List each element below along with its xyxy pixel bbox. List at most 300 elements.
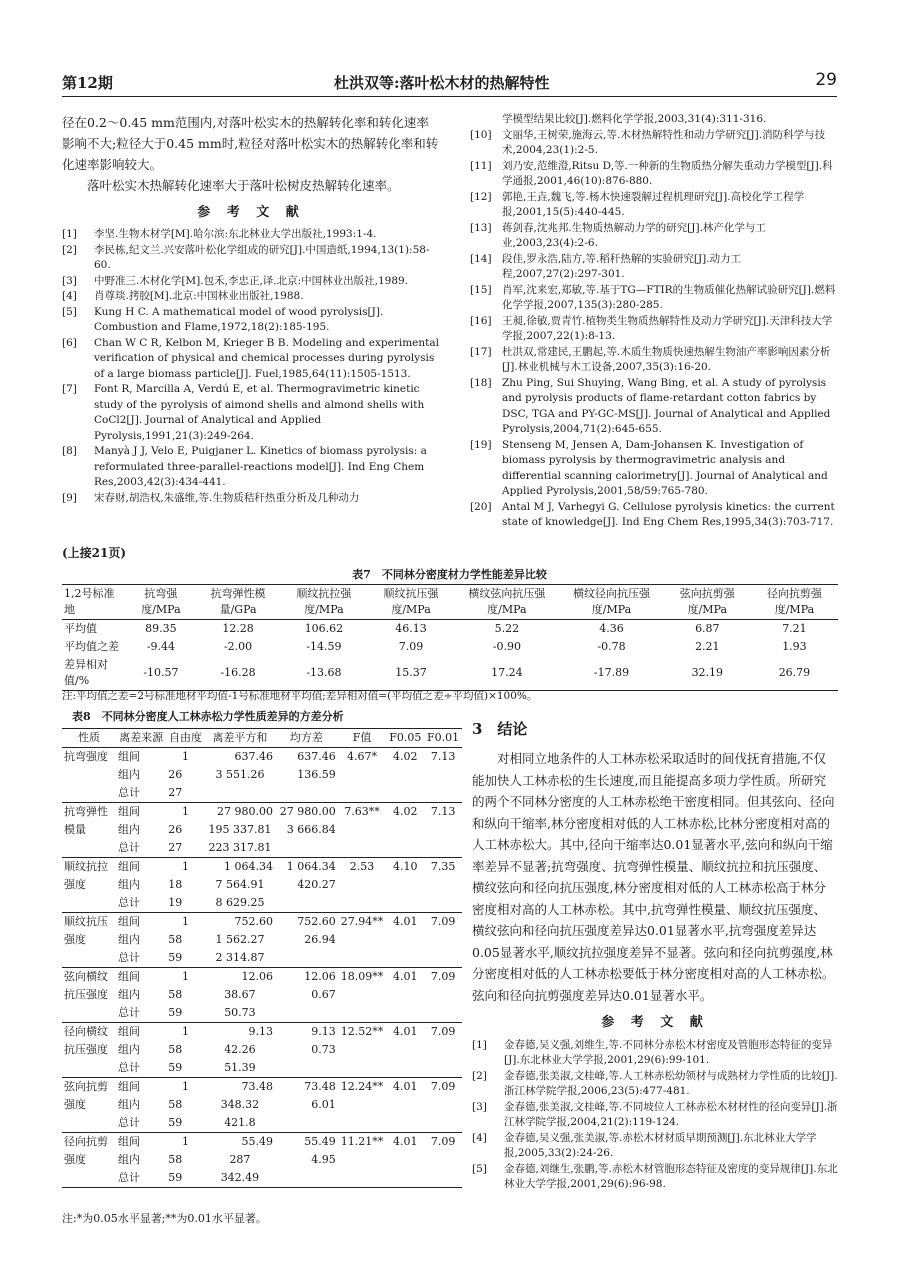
- reference-item: [470, 159, 838, 190]
- table-cell: 7.13: [430, 805, 456, 818]
- table-row: [62, 656, 838, 691]
- table-cell: [205, 784, 275, 803]
- table-cell: 1: [182, 1025, 190, 1038]
- reference-item: [62, 305, 440, 336]
- table-cell: [338, 876, 387, 894]
- table-cell: 组内: [118, 988, 140, 1001]
- table-cell: 27: [168, 786, 183, 799]
- table-cell: [386, 931, 424, 949]
- table-cell: 0.73: [311, 1043, 336, 1056]
- table-cell: 4.01: [393, 970, 418, 983]
- references-heading: 参 考 文 献: [197, 205, 305, 220]
- table-cell: [424, 1151, 462, 1169]
- table-row: [62, 839, 462, 858]
- reference-number: [18]: [470, 376, 492, 389]
- table-header-cell: 离差平方和: [212, 731, 268, 744]
- table-cell: 58: [168, 1153, 183, 1166]
- reference-number: [3]: [472, 1100, 487, 1113]
- reference-item: [472, 1069, 838, 1100]
- table-cell: [275, 784, 338, 803]
- table-row: [62, 858, 462, 877]
- table-cell: [386, 876, 424, 894]
- table-header-cell: F0.05: [389, 731, 422, 744]
- reference-number: [4]: [472, 1131, 487, 1144]
- table-cell: 1: [182, 750, 190, 763]
- table-cell: 26: [168, 823, 183, 836]
- table-cell: 42.26: [224, 1043, 256, 1056]
- table-cell: [338, 949, 387, 968]
- reference-number: [7]: [62, 383, 77, 395]
- table-cell: [424, 949, 462, 968]
- table-cell: 1: [182, 805, 190, 818]
- table7-note: 注:平均值之差=2号标准地材平均值-1号标准地材平均值;差异相对值=(平均值之差÷平均值)×100%。: [62, 690, 538, 702]
- reference-number: [12]: [470, 190, 492, 203]
- reference-number: [5]: [62, 305, 77, 318]
- table-cell: [386, 1114, 424, 1133]
- table-cell: 组间: [118, 805, 140, 818]
- table-cell: 1 562.27: [215, 933, 265, 946]
- reference-number: [5]: [472, 1162, 487, 1175]
- reference-item: [472, 1100, 838, 1131]
- reference-list: [470, 112, 838, 531]
- table-cell: 6.01: [311, 1098, 336, 1111]
- table-row: [62, 986, 462, 1004]
- table-cell: -0.90: [492, 640, 521, 653]
- table-header-cell: 径向抗剪强度/MPa: [766, 587, 822, 616]
- right-column: [470, 112, 838, 531]
- conclusion-paragraph: 对相同立地条件的人工林赤松采取适时的间伐抚育措施,不仅能加快人工林赤松的生长速度,而且能提高多项力学性质。所研究的两个不同林分密度的人工林赤松绝干密度相同。但其弦向、径向和纵向干缩率,林分密度相对低的人工林赤松,比林分密度相对高的人工林赤松大。其中,径向干缩率达0.01显著水平,弦向和纵向干缩率差异不显著;抗弯强度、抗弯弹性模量、顺纹抗拉和抗压强度、横纹弦向和径向抗压强度,林分密度相对低的人工林赤松高于林分密度相对高的人工林赤松。其中,抗弯弹性模量、顺纹抗压强度、横纹弦向和径向抗压强度差异达0.01显著水平,抗弯强度差异达0.05显著水平,顺纹抗拉强度差异不显著。弦向和径向抗剪强度,林分密度相对低的人工林赤松要低于林分密度相对高的人工林赤松。弦向和径向抗剪强度差异达0.01显著水平。: [472, 751, 835, 1003]
- table-cell: 差异相对值/%: [64, 658, 108, 687]
- table-row: [62, 968, 462, 987]
- reference-text: 李坚.生物木材学[M].哈尔滨:东北林业大学出版社,1993:1-4.: [94, 228, 377, 240]
- table-cell: 组间: [118, 915, 140, 928]
- table-cell: [275, 1004, 338, 1023]
- table-cell: [386, 821, 424, 839]
- table-cell: [338, 766, 387, 784]
- reference-item: [470, 314, 838, 345]
- table-cell: 组间: [118, 970, 140, 983]
- table-cell: 4.95: [311, 1153, 336, 1166]
- table-cell: [386, 839, 424, 858]
- reference-text: 学模型结果比较[J].燃料化学学报,2003,31(4):311-316.: [502, 113, 767, 125]
- reference-list: [62, 227, 440, 506]
- reference-item: [470, 345, 838, 376]
- table-cell: [338, 894, 387, 913]
- table-cell: 51.39: [224, 1061, 256, 1074]
- table-cell: 1: [182, 1135, 190, 1148]
- table-cell: 38.67: [224, 988, 256, 1001]
- table-cell: 7.09: [398, 640, 424, 653]
- table-row: [62, 748, 462, 767]
- reference-number: [10]: [470, 128, 492, 141]
- reference-text: 肖尊琰.拷胶[M].北京:中国林业出版社,1988.: [94, 290, 304, 302]
- reference-list: [472, 1038, 838, 1193]
- table-cell: [338, 1096, 387, 1114]
- reference-number: [1]: [62, 228, 77, 240]
- table-cell: 2.21: [695, 640, 720, 653]
- table-cell: [386, 1041, 424, 1059]
- table-cell: [424, 839, 462, 858]
- table-cell: [424, 766, 462, 784]
- table-cell: 58: [168, 933, 183, 946]
- table-cell: 4.01: [393, 1135, 418, 1148]
- table-row: [62, 949, 462, 968]
- table-cell: [275, 1169, 338, 1188]
- table-cell: 5.22: [494, 622, 520, 635]
- reference-text: 肖军,沈来宏,郑敏,等.基于TG—FTIR的生物质催化热解试验研究[J].燃料化学学报,2007,135(3):280-285.: [502, 283, 836, 311]
- table-cell: 12.24**: [340, 1080, 384, 1093]
- table-row: [62, 620, 838, 639]
- table-row: [62, 1151, 462, 1169]
- property-cell: 抗弯强度: [64, 750, 108, 763]
- table-cell: [424, 1169, 462, 1188]
- body-paragraph: 落叶松实木热解转化速率大于落叶松树皮热解转化速率。: [87, 178, 400, 193]
- table-cell: 7.09: [430, 1080, 456, 1093]
- reference-item: [472, 1038, 838, 1069]
- table-cell: [424, 1041, 462, 1059]
- table-cell: 9.13: [311, 1025, 336, 1038]
- table-cell: 637.46: [297, 750, 336, 763]
- table-cell: [424, 821, 462, 839]
- table-cell: 9.13: [248, 1025, 273, 1038]
- running-header: [62, 72, 837, 94]
- reference-item: [470, 438, 838, 500]
- reference-item: [62, 289, 440, 305]
- table-cell: 15.37: [395, 666, 427, 679]
- table-cell: 4.02: [393, 750, 418, 763]
- property-cell: 顺纹抗拉强度: [64, 860, 108, 891]
- table-row: [62, 894, 462, 913]
- table-cell: 59: [168, 1116, 183, 1129]
- table-cell: 1.93: [782, 640, 807, 653]
- table-header-cell: 离差来源: [119, 731, 164, 744]
- table-cell: 4.01: [393, 1025, 418, 1038]
- table-row: [62, 1078, 462, 1097]
- table-cell: [424, 986, 462, 1004]
- reference-number: [3]: [62, 274, 77, 287]
- table-cell: 组内: [118, 768, 140, 781]
- table-cell: 73.48: [304, 1080, 336, 1093]
- reference-item: [62, 274, 440, 290]
- table-row: [62, 638, 838, 656]
- table-cell: [338, 784, 387, 803]
- table-cell: 106.62: [304, 622, 344, 635]
- reference-number: [2]: [62, 243, 77, 256]
- reference-item: [62, 227, 440, 243]
- table-cell: -10.57: [143, 666, 179, 679]
- table-cell: 组内: [118, 1098, 140, 1111]
- property-cell: 径向抗剪强度: [64, 1135, 108, 1166]
- property-cell: 弦向横纹抗压强度: [64, 970, 108, 1001]
- table-cell: 7 564.91: [215, 878, 265, 891]
- table-cell: 195 337.81: [208, 823, 272, 836]
- table-cell: 18: [168, 878, 183, 891]
- table-cell: 46.13: [395, 622, 427, 635]
- property-cell: 抗弯弹性模量: [64, 805, 108, 836]
- table-header-cell: F值: [352, 731, 372, 744]
- reference-text: 金春德,张美淑,文桂峰,等.不同坡位人工林赤松木材材性的径向变异[J].浙江林学院学报,2004,21(2):119-124.: [504, 1100, 838, 1128]
- table-cell: [424, 894, 462, 913]
- table-cell: 1 064.34: [286, 860, 336, 873]
- table-cell: [275, 839, 338, 858]
- property-cell: 顺纹抗压强度: [64, 915, 108, 946]
- page-number: 29: [815, 70, 837, 90]
- table-cell: [275, 949, 338, 968]
- table8-note: 注:*为0.05水平显著;**为0.01水平显著。: [62, 1212, 267, 1225]
- table-cell: 7.09: [430, 915, 456, 928]
- reference-text: 刘乃安,范维澄,Ritsu D,等.一种新的生物质热分解失重动力学模型[J].科学通报,2001,46(10):876-880.: [502, 159, 833, 187]
- reference-text: Kung H C. A mathematical model of wood pyrolysis[J]. Combustion and Flame,1972,18(2):185-195.: [94, 305, 384, 333]
- left-column: [62, 112, 440, 506]
- table-cell: 27 980.00: [279, 805, 336, 818]
- table-cell: 26.79: [778, 666, 811, 679]
- reference-number: [15]: [470, 283, 492, 296]
- reference-item: [472, 1131, 838, 1162]
- table-header-cell: 弦向抗剪强度/MPa: [679, 587, 735, 616]
- reference-text: 金春德,张美淑,文桂峰,等.人工林赤松幼领材与成熟材力学性质的比较[J].浙江林学院学报,2006,23(5):477-481.: [504, 1069, 838, 1097]
- table-cell: -16.28: [220, 666, 256, 679]
- table-row: [62, 821, 462, 839]
- table-cell: [386, 1096, 424, 1114]
- table-cell: -9.44: [146, 640, 176, 653]
- reference-text: 王昶,徐敏,贾青竹.植物类生物质热解特性及动力学研究[J].天津科技大学学报,2007,22(1):8-13.: [502, 314, 833, 342]
- table-cell: 27 980.00: [217, 805, 273, 818]
- reference-text: 金春德,吴义强,刘维生,等.不同林分赤松木材密度及管胞形态特征的变异[J].东北林业大学学报,2001,29(6):99-101.: [504, 1038, 833, 1066]
- table-cell: [424, 876, 462, 894]
- table-row: [62, 931, 462, 949]
- reference-number: [470, 112, 502, 128]
- table-cell: 总计: [118, 1006, 140, 1019]
- table-row: [62, 1133, 462, 1152]
- reference-item: [470, 190, 838, 221]
- reference-number: [6]: [62, 336, 77, 349]
- table-cell: 3 551.26: [215, 768, 265, 781]
- table-cell: 组间: [118, 1135, 140, 1148]
- table-cell: 1: [182, 860, 190, 873]
- table-row: [62, 1004, 462, 1023]
- table-cell: [338, 1151, 387, 1169]
- reference-text: 李民栋,纪文兰.兴安落叶松化学组成的研究[J].中国造纸,1994,13(1):58-60.: [94, 243, 430, 271]
- reference-number: [1]: [472, 1038, 487, 1051]
- body-paragraph: 径在0.2～0.45 mm范围内,对落叶松实木的热解转化率和转化速率影响不大;粒径大于0.45 mm时,粒径对落叶松实木的热解转化率和转化速率影响较大。: [62, 115, 439, 172]
- table-cell: 752.60: [297, 915, 336, 928]
- table-cell: 342.49: [220, 1171, 260, 1184]
- table-cell: 27.94**: [340, 915, 384, 928]
- table-cell: 组间: [118, 860, 140, 873]
- table-cell: 1: [182, 915, 190, 928]
- table-cell: 26: [168, 768, 183, 781]
- reference-text: 杜洪双,常建民,王鹏起,等.木质生物质快速热解生物油产率影响因素分析[J].林业机械与木工设备,2007,35(3):16-20.: [502, 345, 831, 373]
- table-row: [62, 803, 462, 822]
- table-row: [62, 876, 462, 894]
- reference-text: 金春德,刘继生,张鹏,等.赤松木材管胞形态特征及密度的变异规律[J].东北林业大学学报,2001,29(6):96-98.: [504, 1162, 838, 1190]
- table-cell: 32.19: [691, 666, 724, 679]
- table-cell: 421.8: [224, 1116, 256, 1129]
- table-cell: 27: [168, 841, 183, 854]
- table-cell: 组内: [118, 878, 140, 891]
- table-header-cell: 抗弯弹性模量/GPa: [210, 587, 266, 616]
- table-cell: 4.36: [599, 622, 624, 635]
- table-cell: [386, 986, 424, 1004]
- table-cell: 2.53: [349, 860, 375, 873]
- reference-item: [470, 252, 838, 283]
- table8: [62, 728, 462, 1188]
- table-cell: 总计: [118, 951, 140, 964]
- table-cell: 223 317.81: [208, 841, 272, 854]
- table-cell: 7.13: [430, 750, 456, 763]
- table-cell: 58: [168, 1098, 183, 1111]
- reference-number: [4]: [62, 290, 77, 302]
- table-cell: 2 314.87: [215, 951, 265, 964]
- table-cell: 18.09**: [340, 970, 384, 983]
- table-cell: 1: [182, 1080, 190, 1093]
- reference-item: [62, 336, 440, 383]
- table-cell: 420.27: [297, 878, 336, 891]
- reference-text: 金春德,吴义强,张美淑,等.赤松木材材质早期预测[J].东北林业大学学报,2005,33(2):24-26.: [504, 1131, 817, 1159]
- header-rule: [62, 96, 837, 97]
- table-cell: [338, 931, 387, 949]
- reference-item: [470, 500, 838, 531]
- reference-number: [9]: [62, 491, 77, 504]
- table-cell: -0.78: [597, 640, 626, 653]
- table-cell: 总计: [118, 786, 140, 799]
- reference-item: [472, 1162, 838, 1193]
- table-cell: [338, 839, 387, 858]
- reference-text: Manyà J J, Velo E, Puigjaner L. Kinetics of biomass pyrolysis: a reformulated three-parallel-reactions model[J]. Ind Eng Chem Res,2003,42(3):434-441.: [94, 445, 427, 488]
- table-cell: -2.00: [223, 640, 253, 653]
- table-cell: [424, 784, 462, 803]
- reference-text: 郭艳,王垚,魏飞,等.杨木快速裂解过程机理研究[J].高校化学工程学报,2001,15(5):440-445.: [502, 190, 805, 218]
- table7: [62, 584, 838, 691]
- table-header-cell: 均方差: [289, 731, 323, 744]
- table-header-cell: 横纹弦向抗压强度/MPa: [468, 587, 546, 616]
- table-cell: 348.32: [220, 1098, 260, 1111]
- table-row: [62, 766, 462, 784]
- table-cell: 11.21**: [340, 1135, 384, 1148]
- table-cell: [338, 1114, 387, 1133]
- table-cell: 58: [168, 988, 183, 1001]
- reference-item: [470, 112, 838, 128]
- reference-item: [470, 376, 838, 438]
- table-cell: 7.63**: [344, 805, 380, 818]
- table-header-cell: 顺纹抗拉强度/MPa: [296, 587, 352, 616]
- table-cell: 55.49: [241, 1135, 273, 1148]
- table-cell: 50.73: [224, 1006, 256, 1019]
- table-cell: 组间: [118, 1080, 140, 1093]
- table-cell: 59: [168, 1171, 183, 1184]
- table-cell: 59: [168, 951, 183, 964]
- table-cell: 4.01: [393, 1080, 418, 1093]
- reference-text: 段佳,罗永浩,陆方,等.稻秆热解的实验研究[J].动力工程,2007,27(2):297-301.: [502, 252, 742, 280]
- table-cell: [386, 1059, 424, 1078]
- reference-number: [20]: [470, 500, 492, 513]
- table-cell: 组内: [118, 823, 140, 836]
- table-cell: 17.24: [491, 666, 523, 679]
- table-cell: [386, 894, 424, 913]
- table-cell: 58: [168, 1043, 183, 1056]
- table-cell: 平均值之差: [64, 640, 119, 653]
- reference-item: [470, 128, 838, 159]
- reference-number: [2]: [472, 1069, 487, 1082]
- table-cell: 1: [182, 970, 190, 983]
- table-cell: 12.52**: [340, 1025, 384, 1038]
- table-cell: 6.87: [695, 622, 720, 635]
- table-cell: 8 629.25: [215, 896, 265, 909]
- running-title: 杜洪双等:落叶松木材的热解特性: [334, 74, 550, 92]
- reference-text: Zhu Ping, Sui Shuying, Wang Bing, et al. A study of pyrolysis and pyrolysis products of flame-retardant cotton fabrics by DSC, TGA and PY-GC-MS[J]. Journal of Analytical and Applied Pyrolysis,2004,71(2):645-655.: [502, 376, 831, 435]
- table-cell: [275, 894, 338, 913]
- table-cell: 7.09: [430, 1025, 456, 1038]
- table-cell: [386, 1169, 424, 1188]
- reference-item: [62, 444, 440, 491]
- table-cell: [386, 784, 424, 803]
- table-header-cell: 顺纹抗压强度/MPa: [383, 587, 439, 616]
- reference-number: [17]: [470, 345, 492, 358]
- table-cell: 637.46: [234, 750, 273, 763]
- table-cell: 4.01: [393, 915, 418, 928]
- table-cell: 12.06: [304, 970, 336, 983]
- table-cell: -14.59: [306, 640, 342, 653]
- reference-text: Font R, Marcilla A, Verdú E, et al. Thermogravimetric kinetic study of the pyrolysis of aimond shells and almond shells with CoCl2[J]. Journal of Analytical and Applied Pyrolysis,1991,21(3):249-264.: [94, 383, 425, 442]
- conclusion-column: [472, 748, 838, 1193]
- table-cell: 4.67*: [347, 750, 378, 763]
- table-cell: 总计: [118, 1171, 140, 1184]
- reference-number: [11]: [470, 159, 492, 172]
- table-cell: [424, 931, 462, 949]
- section-heading: 3 结论: [472, 720, 528, 738]
- reference-number: [14]: [470, 252, 492, 265]
- property-cell: 弦向抗剪强度: [64, 1080, 108, 1111]
- table-cell: 平均值: [64, 622, 97, 635]
- reference-text: 文丽华,王树荣,施海云,等.木材热解特性和动力学研究[J].消防科学与技术,2004,23(1):2-5.: [502, 128, 826, 156]
- table-header-cell: F0.01: [427, 731, 460, 744]
- continued-note: (上接21页): [62, 546, 127, 560]
- table-cell: 73.48: [241, 1080, 273, 1093]
- table-cell: 组内: [118, 1043, 140, 1056]
- references-heading: 参 考 文 献: [601, 1015, 709, 1030]
- table-header-cell: 1,2号标准地: [64, 587, 115, 616]
- table-header-cell: 性质: [78, 731, 100, 744]
- table-cell: [424, 1114, 462, 1133]
- table-cell: 组间: [118, 1025, 140, 1038]
- table-row: [62, 1096, 462, 1114]
- reference-text: Stenseng M, Jensen A, Dam-Johansen K. Investigation of biomass pyrolysis by thermogravimetric analysis and differential scanning calorimetry[J]. Journal of Analytical and Applied Pyrolysis,2001,58/59:765-780.: [502, 438, 828, 497]
- table-cell: 0.67: [311, 988, 336, 1001]
- table7-title: 表7 不同林分密度材力学性能差异比较: [352, 568, 547, 581]
- table-cell: 4.10: [393, 860, 418, 873]
- table-cell: 7.09: [430, 1135, 456, 1148]
- table-cell: 7.21: [782, 622, 807, 635]
- table-row: [62, 1114, 462, 1133]
- property-cell: 径向横纹抗压强度: [64, 1025, 108, 1056]
- table-cell: 组内: [118, 933, 140, 946]
- table-header-cell: 自由度: [169, 731, 203, 744]
- reference-item: [62, 491, 440, 507]
- table-cell: [338, 1059, 387, 1078]
- table-cell: [338, 821, 387, 839]
- table-row: [62, 784, 462, 803]
- table-cell: 19: [168, 896, 183, 909]
- table-cell: [338, 1169, 387, 1188]
- reference-number: [19]: [470, 438, 492, 451]
- table-cell: 总计: [118, 1116, 140, 1129]
- table-cell: 12.06: [241, 970, 273, 983]
- table-row: [62, 913, 462, 932]
- table-cell: [338, 986, 387, 1004]
- reference-text: Chan W C R, Kelbon M, Krieger B B. Modeling and experimental verification of physical and chemical processes during pyrolysis of a large biomass particle[J]. Fuel,1985,64(11):1505-1513.: [94, 336, 439, 380]
- reference-text: 中野准三.木材化学[M].包禾,李忠正,译.北京:中国林业出版社,1989.: [94, 274, 409, 287]
- table-cell: 59: [168, 1061, 183, 1074]
